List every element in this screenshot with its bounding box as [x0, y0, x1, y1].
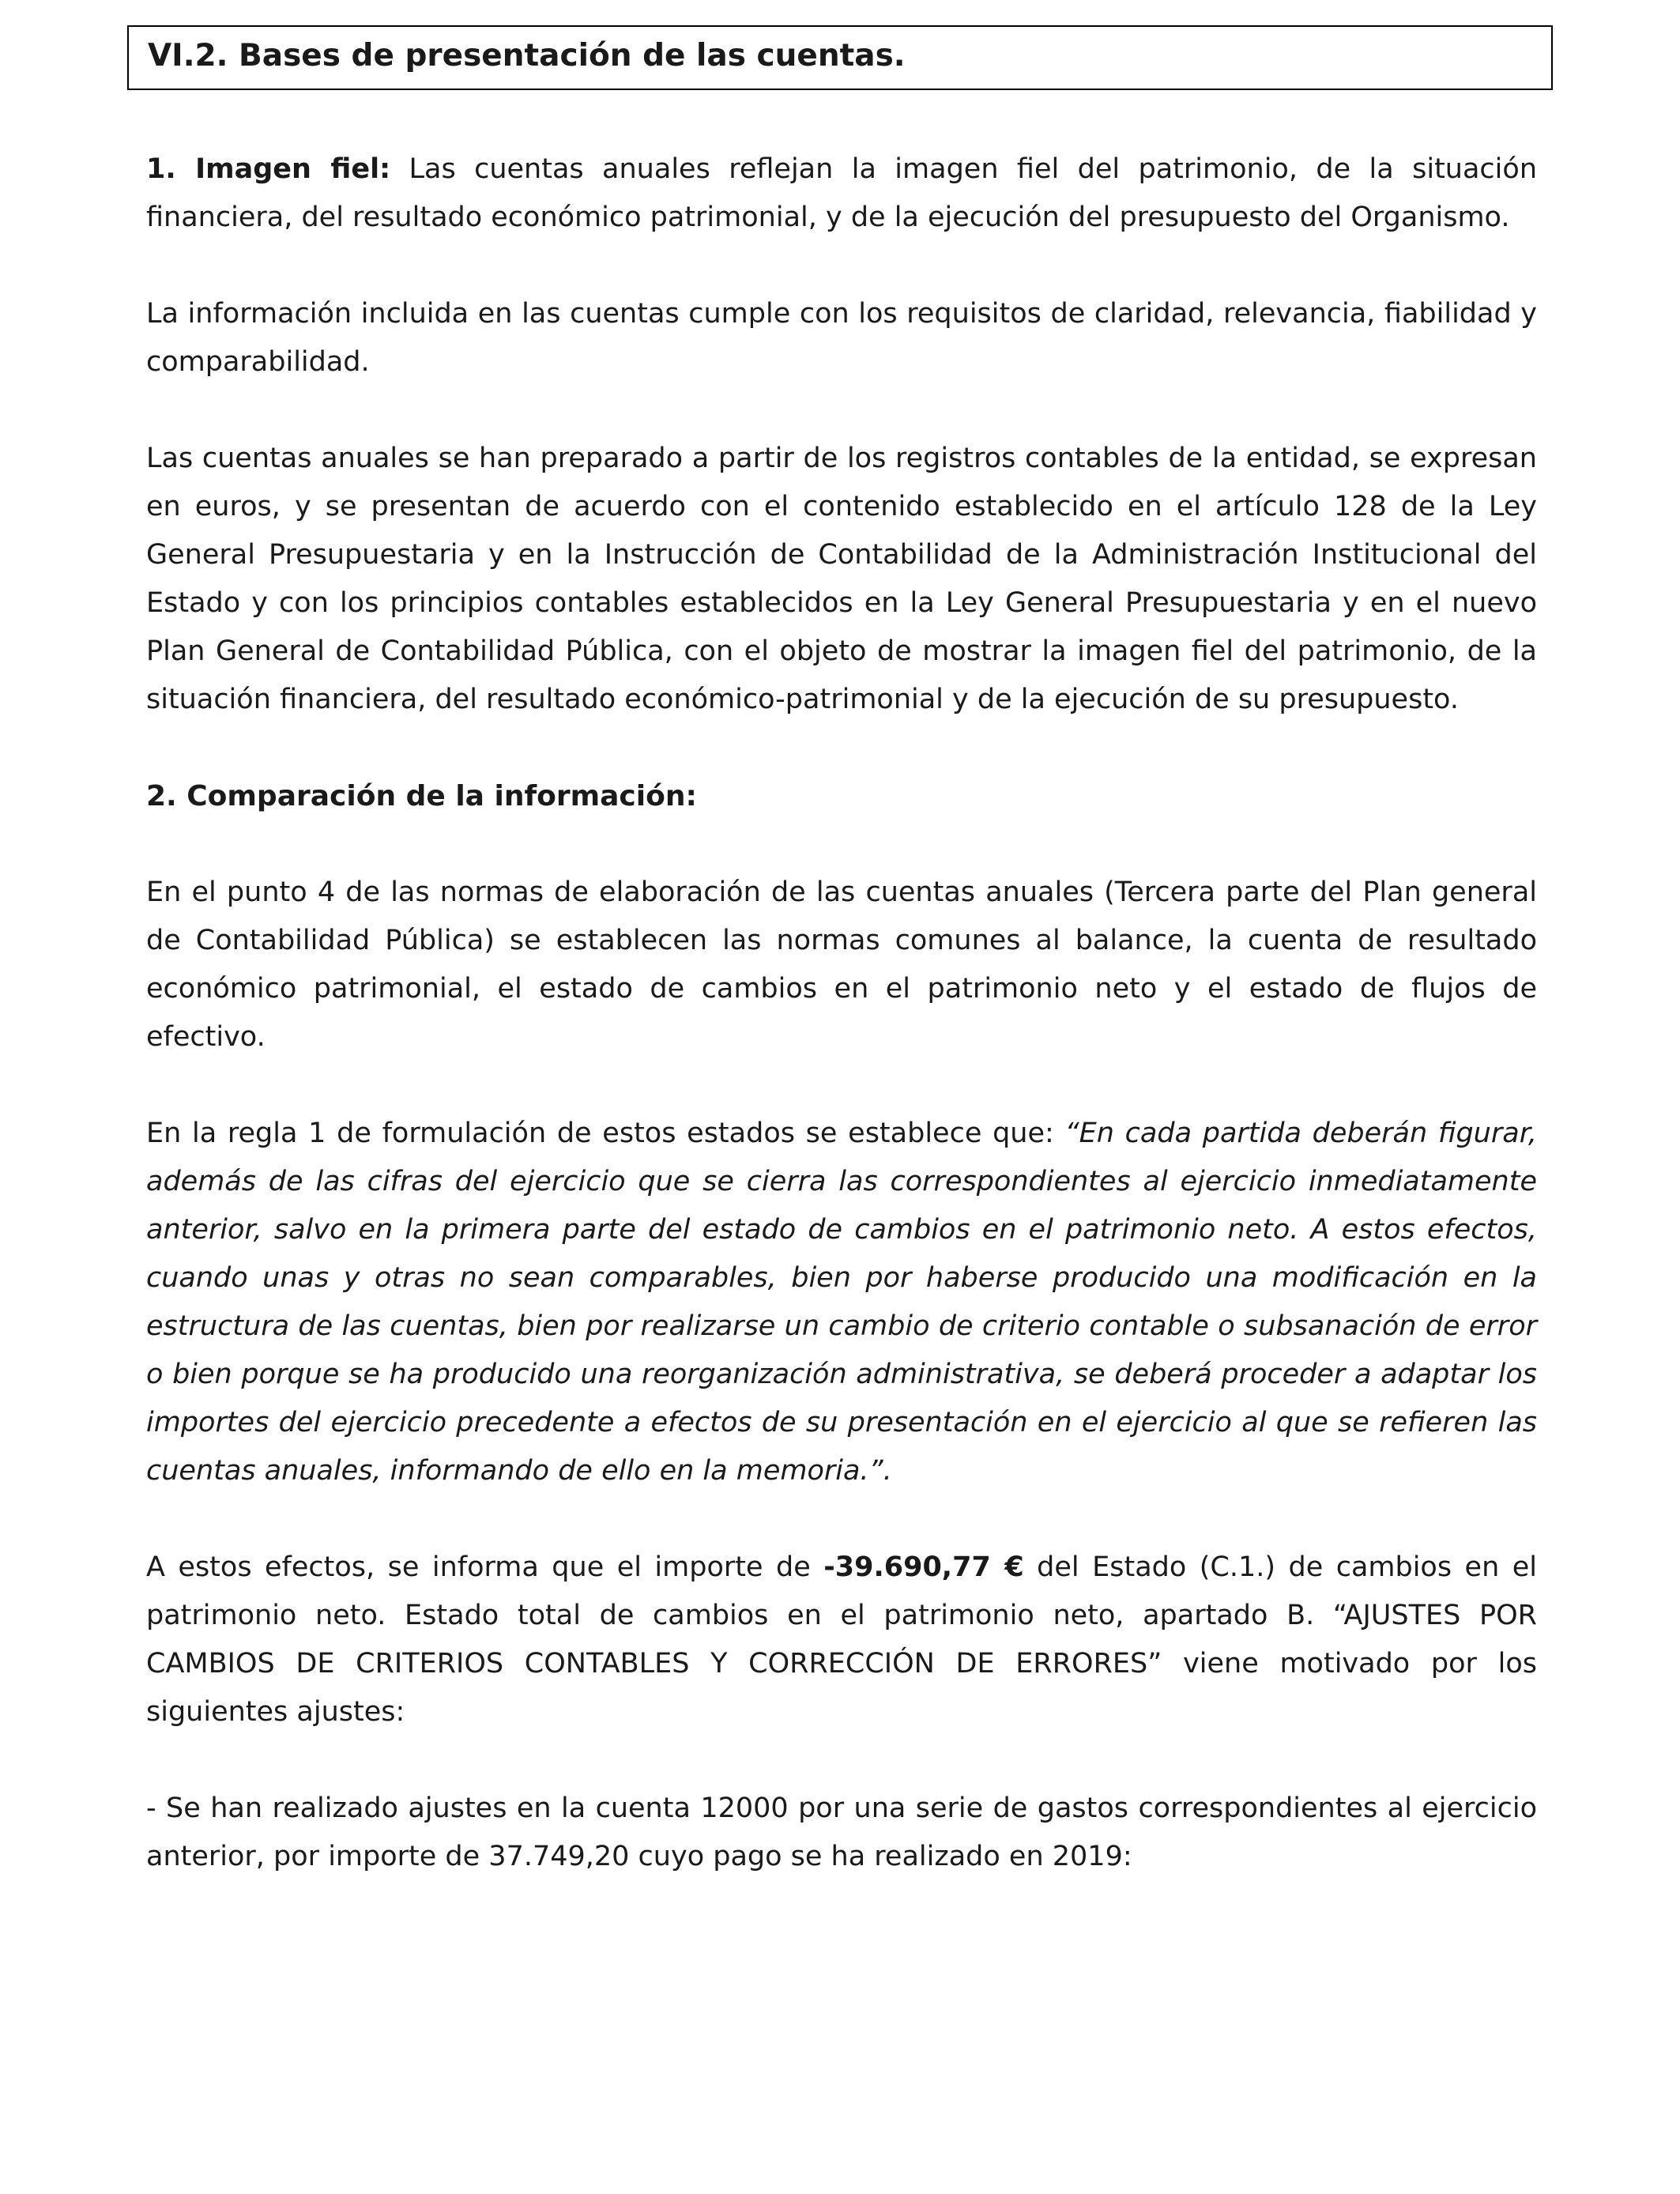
section-title: VI.2. Bases de presentación de las cuentas.: [148, 38, 906, 74]
paragraph-imagen-fiel: [146, 145, 1537, 242]
paragraph-ajustes-cuenta-12000: - Se han realizado ajustes en la cuenta 12000 por una serie de gastos correspondientes al ejercicio anterior, por importe de 37.749,20 cuyo pago se ha realizado en 2019:: [146, 1793, 1537, 1872]
regla-intro: En la regla 1 de formulación de estos estados se establece que:: [146, 1118, 1065, 1149]
paragraph-informacion-requisitos: La información incluida en las cuentas cumple con los requisitos de claridad, relevancia, fiabilidad y comparabilidad.: [146, 298, 1537, 378]
document-body: [146, 145, 1537, 1881]
importe-intro: A estos efectos, se informa que el importe de: [146, 1551, 824, 1583]
paragraph-preparacion-cuentas: Las cuentas anuales se han preparado a partir de los registros contables de la entidad, se expresan en euros, y se presentan de acuerdo con el contenido establecido en el artículo 128 de la Ley General Presupuestaria y en la Instrucción de Contabilidad de la Administración Institucional del Estado y con los principios contables establecidos en la Ley General Presupuestaria y en el nuevo Plan General de Contabilidad Pública, con el objeto de mostrar la imagen fiel del patrimonio, de la situación financiera, del resultado económico-patrimonial y de la ejecución de su presupuesto.: [146, 443, 1537, 715]
heading-comparacion-informacion: 2. Comparación de la información:: [146, 780, 697, 812]
importe-amount: -39.690,77 €: [823, 1551, 1024, 1583]
regla-quote: “En cada partida deberán figurar, además de las cifras del ejercicio que se cierra las correspondientes al ejercicio inmediatamente anterior, salvo en la primera parte del estado de cambios en el patrimonio neto. A estos efectos, cuando unas y otras no sean comparables, bien por haberse producido una modificación en la estructura de las cuentas, bien por realizarse un cambio de criterio contable o subsanación de error o bien porque se ha producido una reorganización administrativa, se deberá proceder a adaptar los importes del ejercicio precedente a efectos de su presentación en el ejercicio al que se refieren las cuentas anuales, informando de ello en la memoria.”.: [146, 1118, 1537, 1487]
importe-rest: del Estado (C.1.) de cambios en el patrimonio neto. Estado total de cambios en el patrimonio neto, apartado B. “AJUSTES POR CAMBIOS DE CRITERIOS CONTABLES Y CORRECCIÓN DE ERRORES” viene motivado por los siguientes ajustes:: [146, 1551, 1537, 1728]
paragraph-importe-ajustes: [146, 1544, 1537, 1736]
item-1-label: 1. Imagen fiel:: [146, 153, 391, 185]
section-header-box: [127, 25, 1553, 90]
paragraph-regla-formulacion: [146, 1110, 1537, 1495]
paragraph-normas-elaboracion: En el punto 4 de las normas de elaboración de las cuentas anuales (Tercera parte del Plan general de Contabilidad Pública) se establecen las normas comunes al balance, la cuenta de resultado económico patrimonial, el estado de cambios en el patrimonio neto y el estado de flujos de efectivo.: [146, 876, 1537, 1053]
item-1-text: Las cuentas anuales reflejan la imagen fiel del patrimonio, de la situación financiera, del resultado económico patrimonial, y de la ejecución del presupuesto del Organismo.: [146, 153, 1537, 233]
